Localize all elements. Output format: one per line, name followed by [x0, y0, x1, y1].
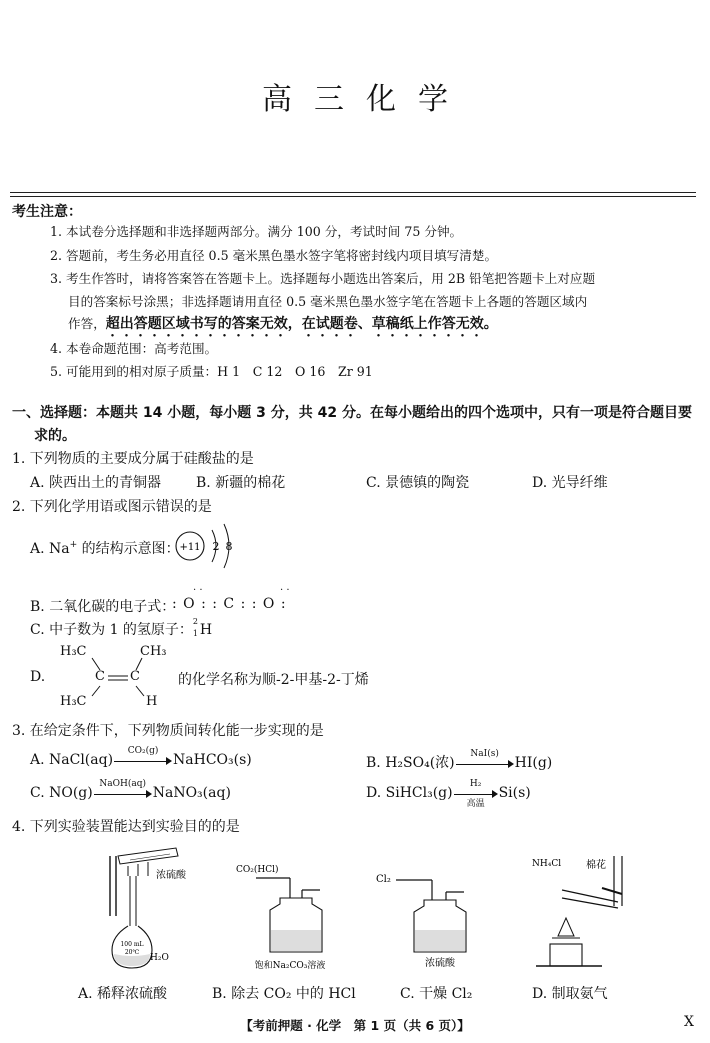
notice-item-5: 5. 可能用到的相对原子质量：H 1 C 12 O 16 Zr 91 [50, 364, 373, 379]
q1-option-b: B. 新疆的棉花 [196, 475, 286, 491]
notice-heading: 考生注意： [12, 204, 82, 220]
page-footer: 【考前押题 · 化学 第 1 页（共 6 页）】 [240, 1018, 470, 1033]
carbon-1-label: C [95, 669, 105, 684]
mass-number: 2 [192, 617, 199, 626]
lone-pair-dots-1: . . [193, 582, 203, 593]
q2-option-b: B. 二氧化碳的电子式： [30, 599, 176, 615]
q2-option-c: C. 中子数为 1 的氢原子： 2 1 H [30, 617, 213, 638]
q4-caption-a: A. 稀释浓硫酸 [78, 986, 168, 1002]
q4-stem: 4. 下列实验装置能达到实验目的的是 [12, 819, 240, 835]
q3-d-condition-bottom: 高温 [466, 799, 485, 809]
figure-c-acid-label: 浓硫酸 [425, 958, 455, 969]
header-rule [10, 192, 696, 193]
notice-item-3-cont: 目的答案标号涂黑；非选择题请用直径 0.5 毫米黑色墨水签字笔在答题卡上各题的答题区域内 [68, 294, 588, 309]
figure-b-gas-washing-bottle [232, 860, 340, 972]
q2-option-d-text: 的化学名称为顺-2-甲基-2-丁烯 [178, 672, 369, 688]
notice-item-2: 2. 答题前，考生务必用直径 0.5 毫米黑色墨水签字笔将密封线内项目填写清楚。 [50, 248, 498, 263]
notice-emphasis: 超出答题区域书写的答案无效，在试题卷、草稿纸上作答无效。 [105, 316, 498, 332]
q3-option-b: B. H₂SO₄(浓) NaI(s) HI(g) [366, 749, 553, 771]
h3c-top-label: H₃C [60, 644, 87, 659]
q1-option-d: D. 光导纤维 [532, 475, 608, 491]
alkene-bonds [60, 640, 170, 712]
q3-option-a: A. NaCl(aq) CO₂(g) NaHCO₃(s) [30, 746, 252, 768]
figure-d-reagent-label: NH₄Cl [532, 859, 562, 869]
ch3-top-label: CH₃ [140, 644, 167, 659]
figure-d-ammonia-apparatus [522, 846, 632, 972]
section-heading-cont: 求的。 [34, 428, 76, 444]
q3-b-condition: NaI(s) [470, 749, 499, 759]
h3c-bottom-label: H₃C [60, 694, 87, 709]
flask-temperature: 20℃ [124, 949, 140, 956]
figure-a-dilution-apparatus [88, 846, 192, 974]
q2-option-a: A. Na+ 的结构示意图： [30, 540, 180, 557]
q3-option-d: D. SiHCl₃(g) H₂ 高温 Si(s) [366, 779, 531, 809]
carbon-2-label: C [130, 669, 140, 684]
q2-stem: 2. 下列化学用语或图示错误的是 [12, 499, 212, 515]
lone-pair-dots-2: . . [280, 582, 290, 593]
figure-a-label-water: H₂O [150, 953, 169, 963]
atomic-number: 1 [192, 629, 199, 638]
q3-stem: 3. 在给定条件下，下列物质间转化能一步实现的是 [12, 723, 324, 739]
notice-item-4: 4. 本卷命题范围：高考范围。 [50, 341, 218, 356]
sodium-ion-structure-diagram [172, 516, 242, 578]
q3-a-condition: CO₂(g) [127, 746, 159, 756]
figure-b-gas-label: CO₂(HCl) [236, 865, 279, 875]
notice-item-3: 3. 考生作答时，请将答案答在答题卡上。选择题每小题选出答案后，用 2B 铅笔把答题卡上对应题 [50, 271, 596, 286]
q1-option-a: A. 陕西出土的青铜器 [30, 475, 162, 491]
co2-electron-formula: : O : : C : : O : [172, 596, 287, 612]
q1-option-c: C. 景德镇的陶瓷 [366, 475, 470, 491]
hydrogen-symbol: H [199, 622, 213, 638]
nucleus-label: +11 [179, 542, 201, 553]
notice-item-1: 1. 本试卷分选择题和非选择题两部分。满分 100 分，考试时间 75 分钟。 [50, 224, 463, 239]
page-corner-mark: X [684, 1014, 694, 1030]
q4-caption-d: D. 制取氨气 [532, 986, 608, 1002]
flask-volume: 100 mL [120, 941, 144, 948]
figure-a-label-acid: 浓硫酸 [156, 870, 186, 881]
page-title: 高三化学 [262, 82, 470, 117]
q3-c-condition: NaOH(aq) [99, 779, 147, 789]
shell-1-label: 2 [212, 540, 220, 553]
header-rule-2 [10, 196, 696, 197]
figure-d-cotton-label: 棉花 [586, 860, 606, 871]
shell-2-label: 8 [225, 540, 233, 553]
figure-b-solution-label: 饱和Na₂CO₃溶液 [254, 961, 326, 971]
h-bottom-label: H [146, 694, 158, 709]
section-heading: 一、选择题：本题共 14 小题，每小题 3 分，共 42 分。在每小题给出的四个选项中，只有一项是符合题目要 [12, 405, 692, 421]
q3-option-c: C. NO(g) NaOH(aq) NaNO₃(aq) [30, 779, 231, 801]
figure-c-gas-label: Cl₂ [376, 874, 391, 885]
figure-c-drying-bottle [372, 862, 476, 972]
q4-caption-b: B. 除去 CO₂ 中的 HCl [212, 986, 356, 1002]
q3-d-condition-top: H₂ [469, 779, 482, 789]
notice-item-3-end: 作答，超出答题区域书写的答案无效，在试题卷、草稿纸上作答无效。 [68, 316, 498, 332]
q1-stem: 1. 下列物质的主要成分属于硅酸盐的是 [12, 451, 254, 467]
q2-option-d-label: D. [30, 669, 46, 685]
q4-caption-c: C. 干燥 Cl₂ [400, 986, 473, 1002]
